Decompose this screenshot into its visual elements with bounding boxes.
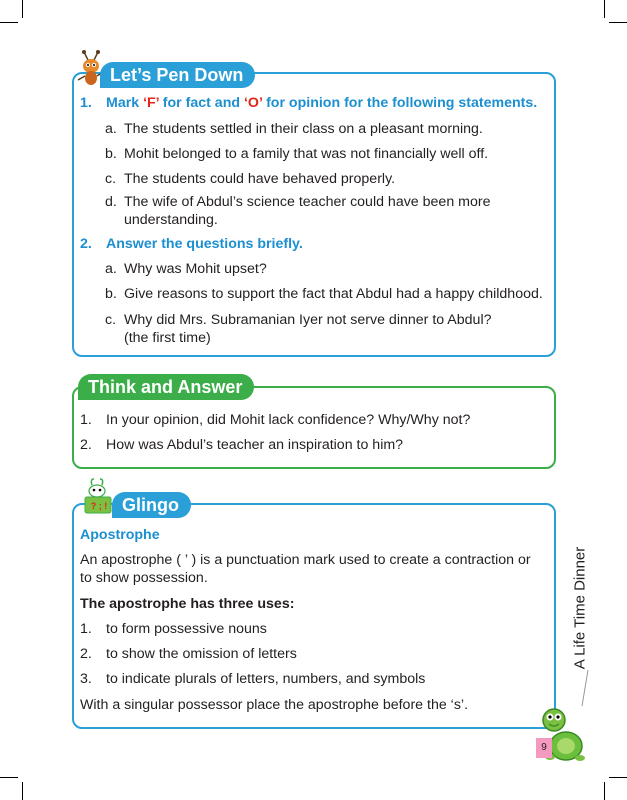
list-item: 1. to form possessive nouns bbox=[80, 621, 267, 637]
list-item: c. The students could have behaved properly. bbox=[105, 171, 396, 187]
fact-mark: ‘F’ bbox=[143, 95, 159, 111]
list-item: 2. How was Abdul’s teacher an inspiration to him? bbox=[80, 437, 404, 453]
crop-mark bbox=[604, 782, 605, 800]
glingo-heading: Apostrophe bbox=[80, 527, 160, 543]
think-answer-title: Think and Answer bbox=[78, 374, 254, 400]
crop-mark bbox=[604, 0, 605, 18]
question-text-mid: for fact and bbox=[158, 95, 244, 111]
list-item: 1. In your opinion, did Mohit lack confidence? Why/Why not? bbox=[80, 412, 471, 428]
opinion-mark: ‘O’ bbox=[243, 95, 263, 111]
glingo-intro-line1: An apostrophe ( ’ ) is a punctuation mark used to create a contraction or bbox=[80, 552, 531, 568]
pen-down-question-1 bbox=[80, 94, 537, 113]
list-item: a. The students settled in their class on a pleasant morning. bbox=[105, 121, 483, 137]
chapter-title-vertical: A Life Time Dinner bbox=[571, 546, 589, 669]
glingo-uses-heading: The apostrophe has three uses: bbox=[80, 596, 295, 612]
list-item: b. Mohit belonged to a family that was not financially well off. bbox=[105, 146, 489, 162]
crop-mark bbox=[609, 22, 627, 23]
list-item-continuation: understanding. bbox=[124, 212, 218, 228]
glingo-title: Glingo bbox=[112, 492, 191, 518]
question-text-post: for opinion for the following statements. bbox=[262, 95, 538, 111]
list-item: 2. to show the omission of letters bbox=[80, 646, 297, 662]
question-number: 1. bbox=[80, 95, 92, 111]
glingo-intro-line2: to show possession. bbox=[80, 570, 208, 586]
list-item: c. Why did Mrs. Subramanian Iyer not serve dinner to Abdul? bbox=[105, 312, 492, 328]
crop-mark bbox=[0, 22, 18, 23]
page-number: 9 bbox=[536, 738, 552, 758]
pen-down-title: Let’s Pen Down bbox=[100, 62, 255, 88]
list-item-continuation: (the first time) bbox=[124, 330, 211, 346]
crop-mark bbox=[609, 777, 627, 778]
list-item: d. The wife of Abdul’s science teacher could have been more bbox=[105, 194, 491, 210]
list-item: 3. to indicate plurals of letters, numbers, and symbols bbox=[80, 671, 426, 687]
crop-mark bbox=[22, 782, 23, 800]
sidebar-line bbox=[560, 670, 600, 710]
list-item: b. Give reasons to support the fact that Abdul had a happy childhood. bbox=[105, 286, 543, 302]
glingo-note: With a singular possessor place the apostrophe before the ‘s’. bbox=[80, 697, 469, 713]
question-text-pre: Mark bbox=[106, 95, 144, 111]
pen-down-question-2: 2. Answer the questions briefly. bbox=[80, 236, 303, 252]
crop-mark bbox=[22, 0, 23, 18]
glingo-icon-symbols: ? ; ! bbox=[90, 501, 108, 511]
list-item: a. Why was Mohit upset? bbox=[105, 261, 267, 277]
crop-mark bbox=[0, 777, 18, 778]
